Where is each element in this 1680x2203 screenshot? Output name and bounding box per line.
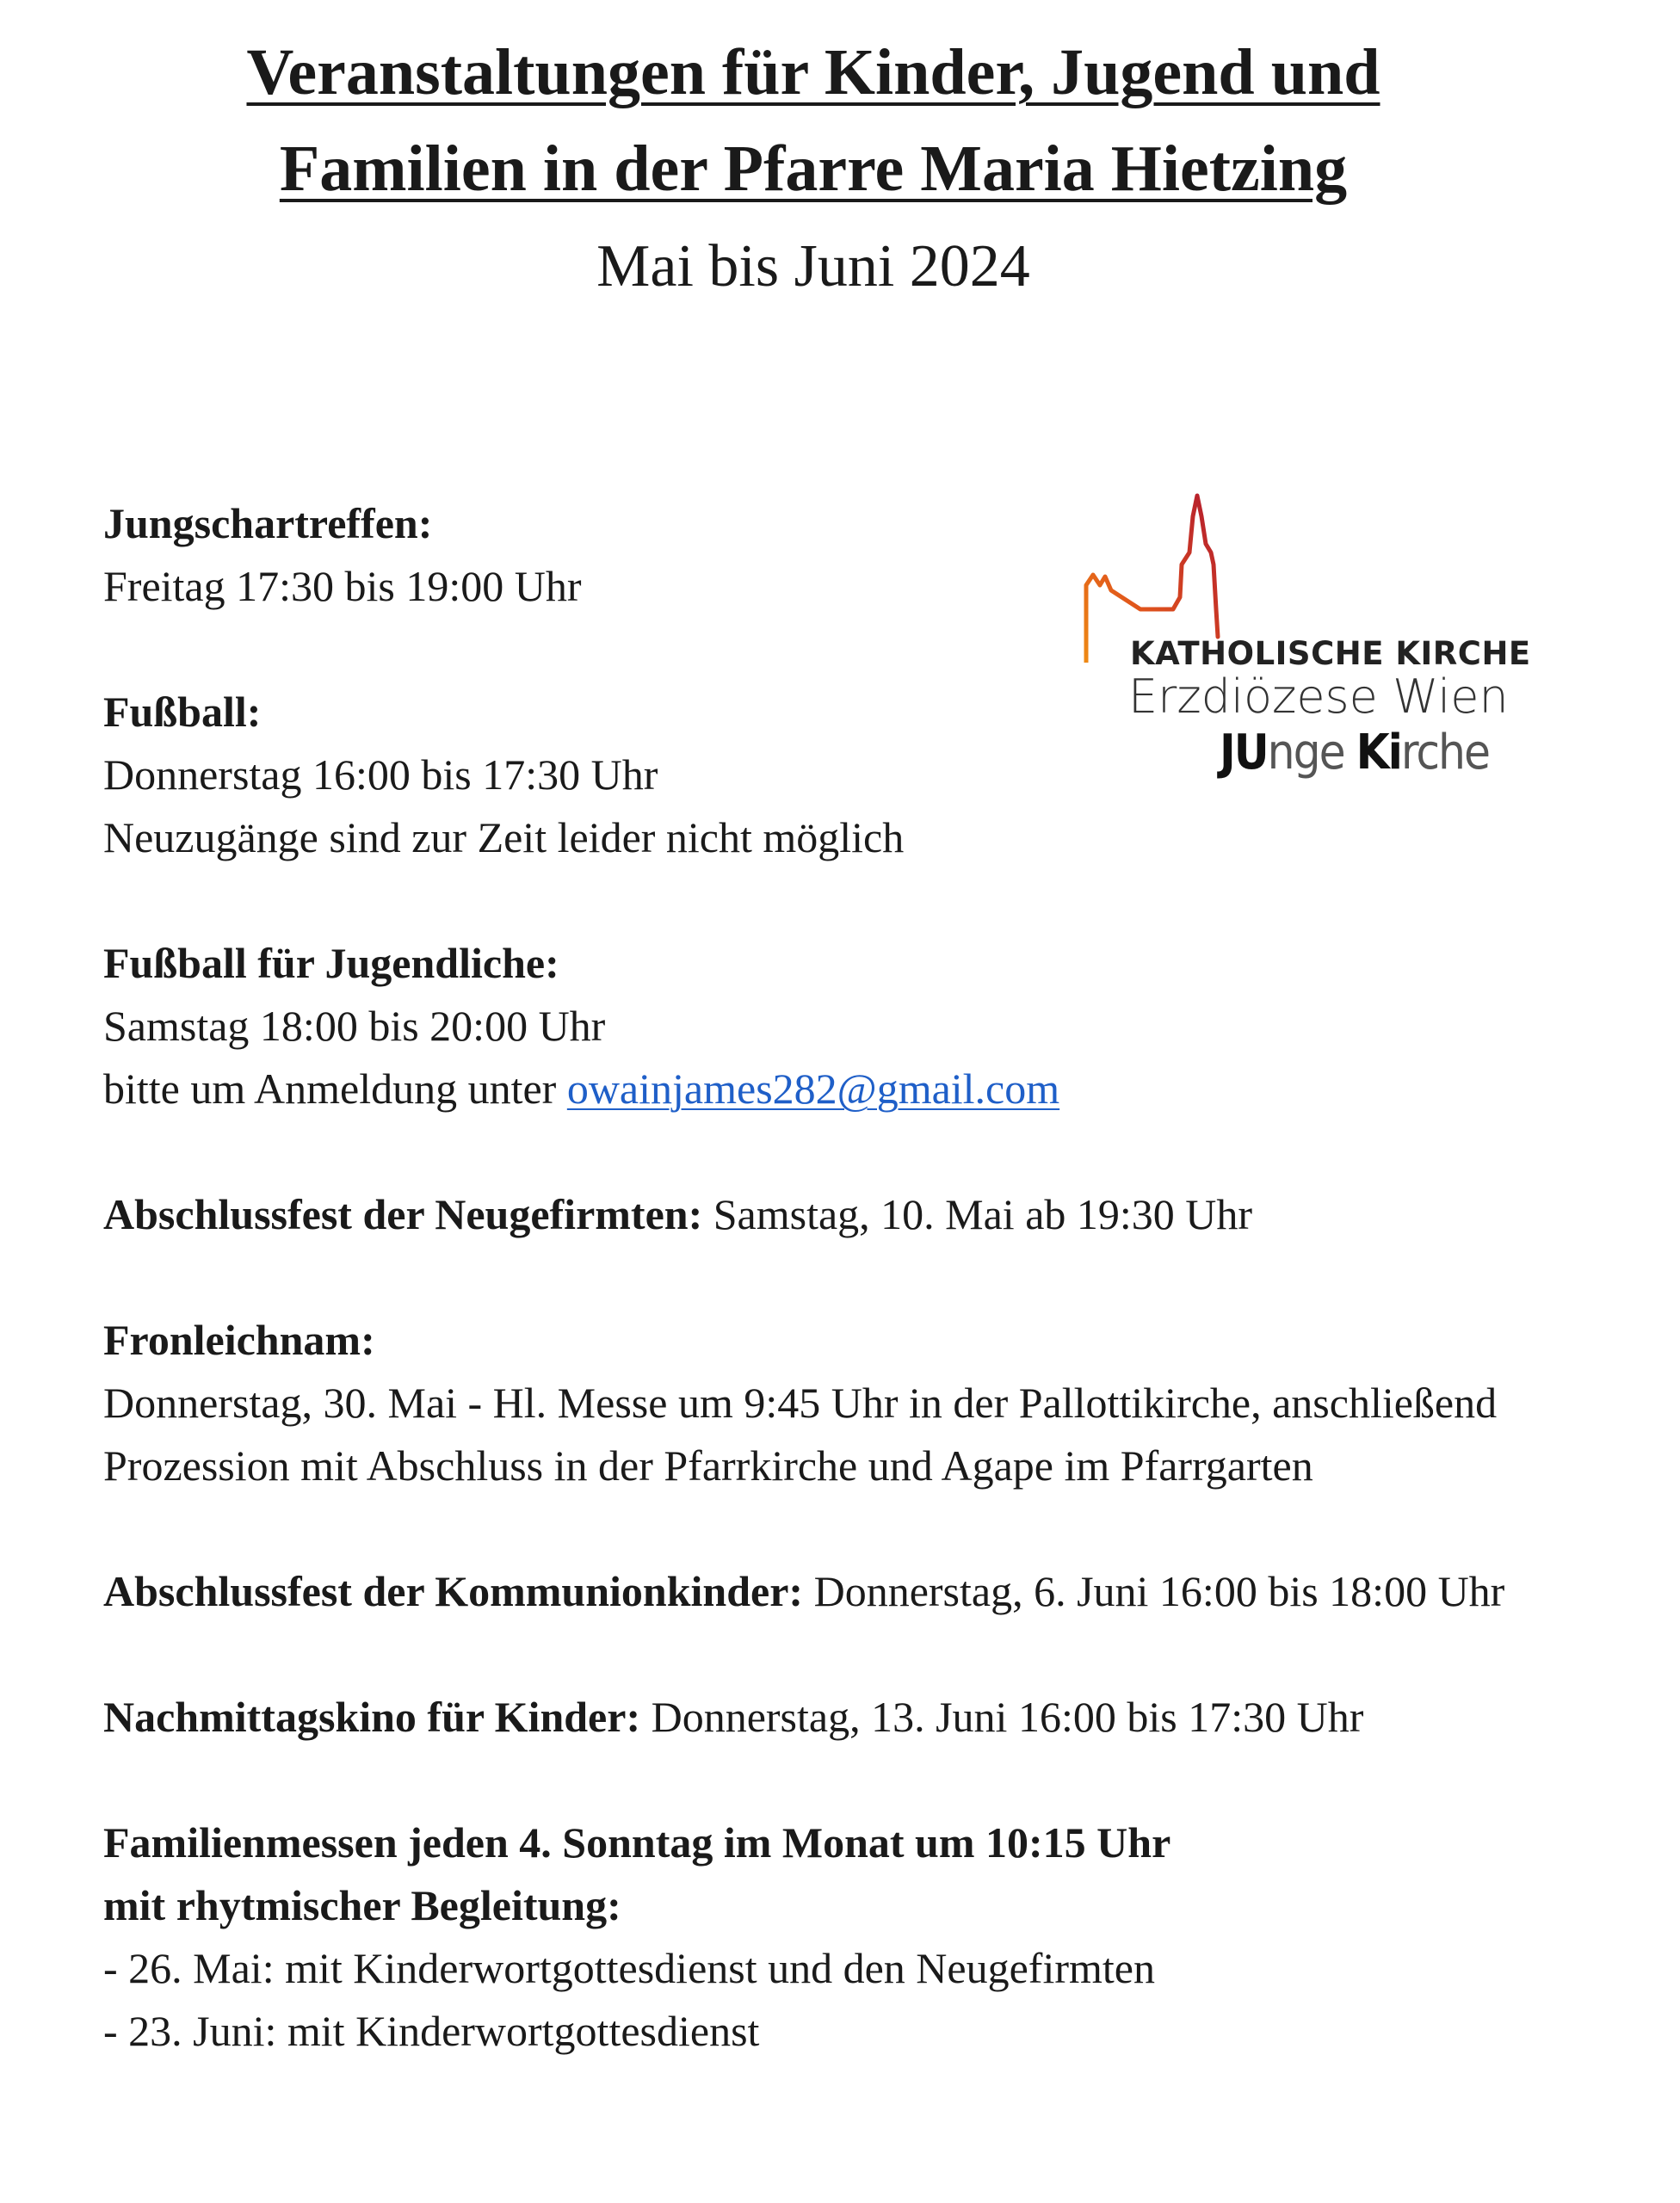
event-detail-line-1: Donnerstag, 30. Mai - Hl. Messe um 9:45 Uhr in der Pallottikirche, anschließend	[103, 1379, 1498, 1427]
event-familienmessen	[103, 1811, 1635, 2063]
logo-junge-ju: JU	[1220, 725, 1268, 781]
event-detail: Donnerstag, 13. Juni 16:00 bis 17:30 Uhr	[640, 1693, 1364, 1741]
logo-junge-nge: nge	[1267, 725, 1356, 781]
event-heading: Nachmittagskino für Kinder:	[103, 1693, 641, 1741]
page-title-line-2: Familien in der Pfarre Maria Hietzing	[279, 133, 1348, 205]
logo-kirche-ki: Ki	[1356, 725, 1401, 781]
logo-text-katholische-kirche: KATHOLISCHE KIRCHE	[1130, 635, 1531, 672]
event-heading: Fußball:	[103, 688, 262, 736]
event-abschlussfest-kommunionkinder	[103, 1560, 1635, 1623]
page-title-line-1: Veranstaltungen für Kinder, Jugend und	[246, 36, 1380, 108]
event-note	[103, 1058, 1635, 1120]
event-note: Neuzugänge sind zur Zeit leider nicht möglich	[103, 813, 905, 861]
event-fussball-jugendliche	[103, 932, 1635, 1120]
event-detail: Donnerstag, 6. Juni 16:00 bis 18:00 Uhr	[803, 1567, 1505, 1615]
event-heading-line-1: Familienmessen jeden 4. Sonntag im Monat um 10:15 Uhr	[103, 1818, 1171, 1867]
logo-text-erzdioezese-wien: Erzdiözese Wien	[1128, 670, 1509, 724]
registration-text: bitte um Anmeldung unter	[103, 1064, 567, 1113]
event-heading: Jungschartreffen:	[103, 499, 433, 547]
page-header	[0, 24, 1627, 310]
page-subtitle: Mai bis Juni 2024	[596, 233, 1030, 299]
event-fussball	[103, 681, 1635, 869]
event-list	[103, 492, 1635, 2063]
event-heading: Abschlussfest der Kommunionkinder:	[103, 1567, 804, 1615]
event-heading: Abschlussfest der Neugefirmten:	[103, 1190, 703, 1238]
email-link[interactable]: owainjames282@gmail.com	[566, 1064, 1060, 1113]
logo-kirche-rche: rche	[1400, 725, 1490, 781]
event-nachmittagskino	[103, 1686, 1635, 1749]
event-abschlussfest-neugefirmten	[103, 1183, 1635, 1246]
event-time: Samstag 18:00 bis 20:00 Uhr	[103, 1002, 606, 1050]
event-fronleichnam	[103, 1309, 1635, 1497]
event-detail: Samstag, 10. Mai ab 19:30 Uhr	[702, 1190, 1253, 1238]
event-heading: Fronleichnam:	[103, 1316, 375, 1364]
event-heading: Fußball für Jugendliche:	[103, 939, 559, 987]
event-jungschartreffen	[103, 492, 1635, 618]
event-detail-line-2: Prozession mit Abschluss in der Pfarrkirche und Agape im Pfarrgarten	[103, 1441, 1313, 1490]
list-item: - 26. Mai: mit Kinderwortgottesdienst und den Neugefirmten	[103, 1944, 1155, 1992]
event-time: Donnerstag 16:00 bis 17:30 Uhr	[103, 750, 658, 799]
event-time: Freitag 17:30 bis 19:00 Uhr	[103, 562, 582, 610]
event-heading-line-2: mit rhytmischer Begleitung:	[103, 1881, 621, 1929]
list-item: - 23. Juni: mit Kinderwortgottesdienst	[103, 2007, 760, 2055]
